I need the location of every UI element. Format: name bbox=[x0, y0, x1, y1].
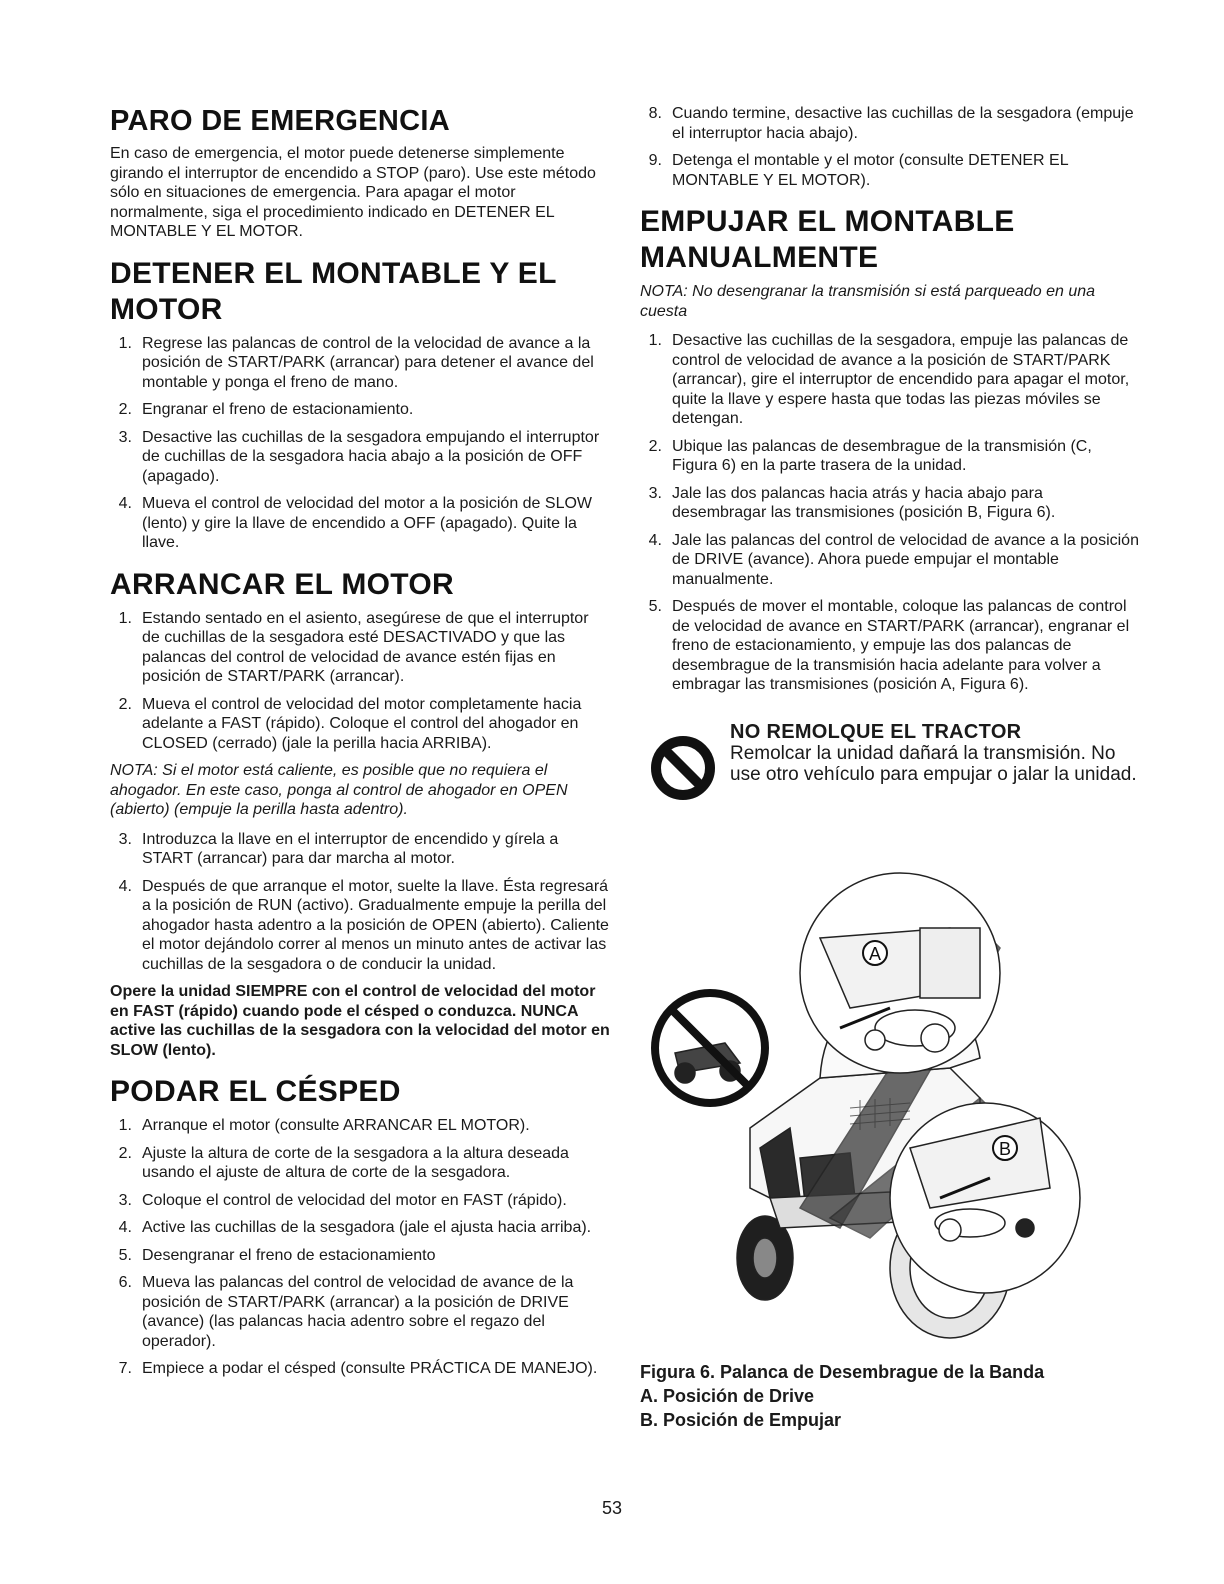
section-title: PARO DE EMERGENCIA bbox=[110, 105, 451, 137]
right-column bbox=[640, 104, 1140, 841]
section-title: PODAR EL CÉSPED bbox=[110, 1075, 401, 1108]
note-text: NOTA: No desengranar la transmisión si está parqueado en una cuesta bbox=[640, 283, 1096, 320]
step-list bbox=[110, 334, 610, 553]
note-text: NOTA: Si el motor está caliente, es posible que no requiera el ahogador. En este caso, ponga al control de ahogador en OPEN (abierto) (empuje la perilla hasta adentro). bbox=[110, 762, 568, 818]
list-item: 3. Desactive las cuchillas de la sesgadora empujando el interruptor de cuchillas de la sesgadora hacia abajo a la posición de OFF (apagado). bbox=[118, 428, 600, 485]
list-item: 9. Detenga el montable y el motor (consulte DETENER EL MONTABLE Y EL MOTOR). bbox=[648, 152, 1069, 189]
section-start-engine bbox=[110, 567, 610, 1061]
left-column bbox=[110, 104, 610, 1393]
figure-label-a: A bbox=[868, 944, 882, 964]
list-item: 4. Active las cuchillas de la sesgadora (jale el ajusta hacia arriba). bbox=[118, 1219, 592, 1236]
list-item: 8. Cuando termine, desactive las cuchillas de la sesgadora (empuje el interruptor hacia abajo). bbox=[648, 105, 1134, 142]
list-item: 2. Mueva el control de velocidad del motor completamente hacia adelante a FAST (rápido). Coloque el control del ahogador en CLOSED (cerrado) (jale la perilla hacia ARRIBA). bbox=[118, 695, 582, 752]
page-number: 53 bbox=[601, 1498, 623, 1518]
warning-body: Remolcar la unidad dañará la transmisión. No use otro vehículo para empujar o jalar la unidad. bbox=[730, 742, 1137, 785]
list-item: 5. Desengranar el freno de estacionamiento bbox=[118, 1246, 436, 1264]
step-list bbox=[110, 830, 610, 975]
step-list bbox=[110, 1116, 610, 1379]
list-item: 1. Estando sentado en el asiento, asegúrese de que el interruptor de cuchillas de la sesgadora esté DESACTIVADO y que las palancas del control de velocidad de avance estén fijas en posición de START/PARK (arrancar). bbox=[118, 609, 589, 685]
section-stop-rider bbox=[110, 256, 610, 553]
section-title: DETENER EL MONTABLE Y EL MOTOR bbox=[110, 256, 557, 326]
figure-label-b: B bbox=[998, 1139, 1012, 1159]
section-emergency-stop bbox=[110, 104, 610, 242]
list-item: 3. Coloque el control de velocidad del motor en FAST (rápido). bbox=[118, 1191, 567, 1209]
section-title: EMPUJAR EL MONTABLE MANUALMENTE bbox=[640, 205, 1015, 274]
list-item: 3. Introduzca la llave en el interruptor de encendido y gírela a START (arrancar) para dar marcha al motor. bbox=[118, 830, 559, 867]
list-item: 4. Mueva el control de velocidad del motor a la posición de SLOW (lento) y gire la llave de encendido a OFF (apagado). Quite la llave. bbox=[118, 495, 593, 551]
step-list bbox=[640, 331, 1140, 695]
prohibition-icon bbox=[650, 735, 716, 801]
list-item: 6. Mueva las palancas del control de velocidad de avance de la posición de START/PARK (arrancar) a la posición de DRIVE (avance) (las palancas hacia adentro sobre el regazo del operador). bbox=[118, 1274, 574, 1350]
step-list bbox=[110, 609, 610, 754]
caption-item-a: A. Posición de Drive bbox=[640, 1386, 815, 1406]
list-item: 1. Regrese las palancas de control de la velocidad de avance a la posición de START/PARK (arrancar) para detener el avance del montable y ponga el freno de mano. bbox=[118, 334, 594, 391]
list-item: 2. Ajuste la altura de corte de la sesgadora a la altura deseada usando el ajuste de altura de corte de la sesgadora. bbox=[118, 1144, 569, 1181]
caption-item-b: B. Posición de Empujar bbox=[640, 1410, 842, 1430]
warning-box bbox=[640, 721, 1140, 841]
list-item: 2. Ubique las palancas de desembrague de la transmisión (C, Figura 6) en la parte trasera de la unidad. bbox=[648, 437, 1092, 474]
section-push-manually bbox=[640, 204, 1140, 695]
warning-title: NO REMOLQUE EL TRACTOR bbox=[730, 720, 1022, 743]
list-item: 4. Después de que arranque el motor, suelte la llave. Ésta regresará a la posición de RUN (activo). Gradualmente empuje la perilla del ahogador hasta adentro a la posición de OPEN (abierto). Caliente el motor dejándolo correr al menos un minuto antes de activar las cuchillas de la sesgadora o de conducir la unidad. bbox=[118, 877, 609, 973]
warning-text bbox=[730, 721, 1140, 785]
section-body: En caso de emergencia, el motor puede detenerse simplemente girando el interruptor de encendido a STOP (paro). Use este método sólo en situaciones de emergencia. Para apagar el motor normalmente, siga el procedimiento indicado en DETENER EL MONTABLE Y EL MOTOR. bbox=[110, 145, 596, 240]
list-item: 7. Empiece a podar el césped (consulte PRÁCTICA DE MANEJO). bbox=[118, 1360, 598, 1377]
section-title: ARRANCAR EL MOTOR bbox=[110, 567, 454, 601]
figure-caption bbox=[640, 1360, 1140, 1432]
figure-6-illustration bbox=[650, 868, 1150, 1348]
bold-warning-text: Opere la unidad SIEMPRE con el control de velocidad del motor en FAST (rápido) cuando pode el césped o conduzca. NUNCA active las cuchillas de la sesgadora con la velocidad del motor en SLOW (lento). bbox=[110, 983, 610, 1059]
list-item: 4. Jale las palancas del control de velocidad de avance a la posición de DRIVE (avance). Ahora puede empujar el montable manualmente. bbox=[648, 531, 1139, 588]
section-mowing bbox=[110, 1074, 610, 1379]
caption-title: Figura 6. Palanca de Desembrague de la Banda bbox=[640, 1362, 1045, 1382]
list-item: 1. Arranque el motor (consulte ARRANCAR EL MOTOR). bbox=[118, 1117, 530, 1134]
list-item: 3. Jale las dos palancas hacia atrás y hacia abajo para desembragar las transmisiones (posición B, Figura 6). bbox=[648, 484, 1056, 521]
step-list bbox=[640, 104, 1140, 190]
list-item: 2. Engranar el freno de estacionamiento. bbox=[118, 401, 414, 418]
list-item: 5. Después de mover el montable, coloque las palancas de control de velocidad de avance en START/PARK (arrancar), engranar el freno de estacionamiento, y empuje las dos palancas de desembrague de la transmisión hacia adelante para volver a embragar las transmisiones (posición A, Figura 6). bbox=[648, 598, 1130, 693]
list-item: 1. Desactive las cuchillas de la sesgadora, empuje las palancas de control de velocidad de avance a la posición de START/PARK (arrancar), gire el interruptor de encendido para apagar el motor, quite la llave y espere hasta que todas las piezas móviles se detengan. bbox=[648, 332, 1130, 427]
